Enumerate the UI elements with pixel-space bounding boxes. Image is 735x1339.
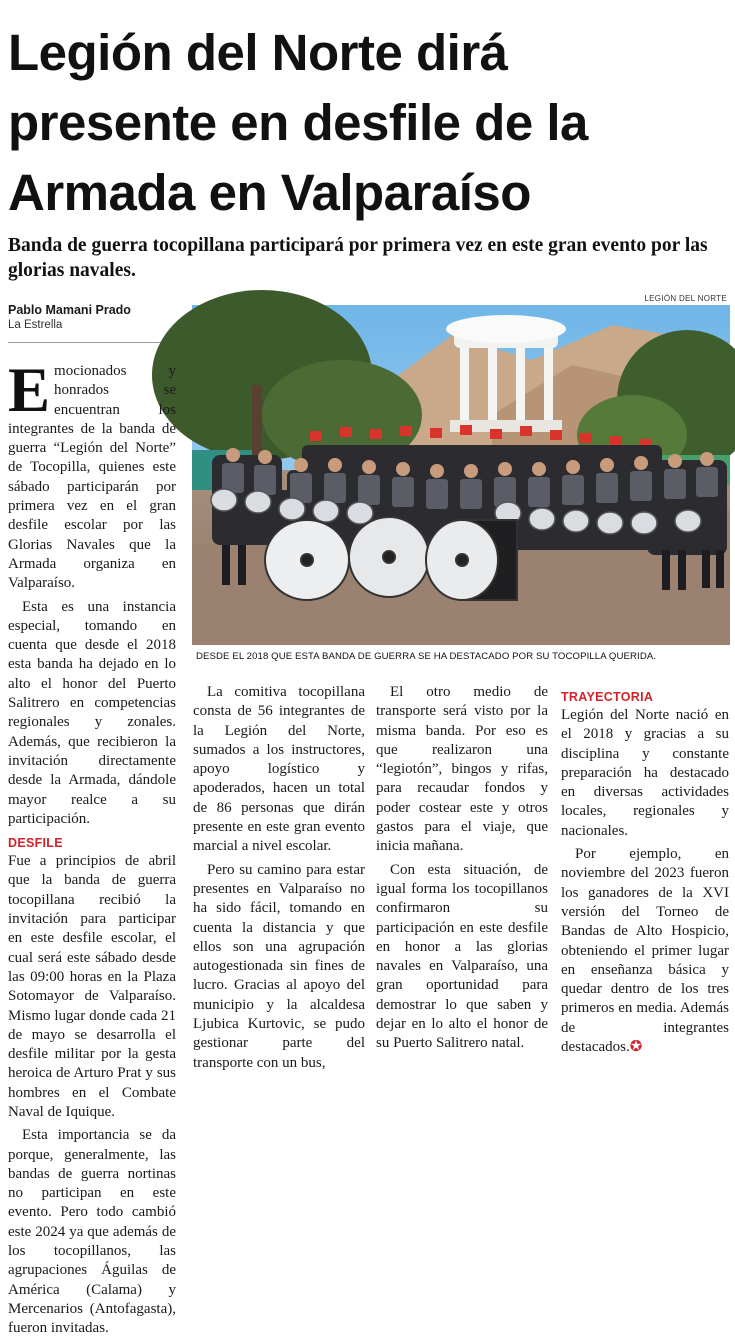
end-mark-icon: ✪ xyxy=(629,1039,643,1056)
headline xyxy=(8,18,728,228)
author-name: Pablo Mamani Prado xyxy=(8,303,131,317)
paragraph-9: Legión del Norte nació en el 2018 y gracias a su disciplina y constante preparación ha destacado en diversas actividades locales, regionales y nacionales. xyxy=(561,707,729,839)
section-heading-desfile: DESFILE xyxy=(8,836,63,851)
photo-caption: DESDE EL 2018 QUE ESTA BANDA DE GUERRA SE HA DESTACADO POR SU TOCOPILLA QUERIDA. xyxy=(196,651,657,662)
headline-line-2: presente en desfile de la xyxy=(8,94,588,151)
article-column-3 xyxy=(376,683,548,1061)
paragraph-6: Pero su camino para estar presentes en Valparaíso no ha sido fácil, tomando en cuenta la distancia y que ellos son una agrupación autogestionada sin fines de lucro. Gracias al apoyo del municipio y la alcaldesa Ljubica Kurtovic, se pudo gestionar parte del transporte con un bus, xyxy=(193,861,365,1071)
band-photo xyxy=(192,305,730,645)
paragraph-5: La comitiva tocopillana consta de 56 integrantes de la Legión del Norte, sumados a los instructores, apoyo logístico y apoderados, hacen un total de 86 personas que dirán presente en este gran evento marcial a nivel escolar. xyxy=(193,684,365,855)
band-photo-illustration xyxy=(192,305,730,645)
drop-cap: E xyxy=(8,355,51,425)
headline-line-1: Legión del Norte dirá xyxy=(8,24,508,81)
byline-divider xyxy=(8,342,176,343)
article-column-1 xyxy=(8,355,176,1337)
byline xyxy=(8,303,176,343)
paragraph-3: Fue a principios de abril que la banda de guerra tocopillana recibió la invitación para participar en este desfile escolar, el cual será este sábado desde las 09:00 horas en la Plaza Sotomayor de Valparaíso. Mismo lugar donde cada 21 de mayo se desarrolla el desfile militar por la gesta heroica de Arturo Prat y sus hombres en el Combate Naval de Iquique. xyxy=(8,853,176,1120)
paragraph-8: Con esta situación, de igual forma los tocopillanos confirmaron su participación en este desfile en honor a las glorias navales en Valparaíso, una gran oportunidad para demostrar lo que saben y dejar en lo alto el honor de su Puerto Salitrero natal. xyxy=(376,861,548,1052)
paragraph-4-start xyxy=(8,1126,176,1338)
subheadline: Banda de guerra tocopillana participará por primera vez en este gran evento por las glorias navales. xyxy=(8,235,708,281)
paragraph-10-text: Por ejemplo, en noviembre del 2023 fueron los ganadores de la XVI versión del Torneo de Bandas de Alto Hospicio, obteniendo el primer lugar en enseñanza básica y quedar dentro de los tres primeros en media. Además de integrantes destacados. xyxy=(561,846,729,1056)
paragraph-2: Esta es una instancia especial, tomando en cuenta que desde el 2018 esta banda ha dejado en lo alto el honor del Puerto Salitrero en competencias regionales y zonales. Además, que recibieron la invitación directamente desde la Armada, dándole mayor realce a su participación. xyxy=(8,598,176,827)
paragraph-10 xyxy=(561,845,729,1057)
paragraph-4-text: Esta importancia se da porque, generalmente, las bandas de guerra nortinas no participan en este evento. Pero todo cambió este 2024 ya que además de los tocopillanos, las agrupaciones Águilas de América (Calama) y Mercenarios (Antofagasta), fueron invitadas. xyxy=(8,1127,176,1337)
paragraph-7: El otro medio de transporte será visto por la misma banda. Por eso es que realizaron una “legiotón”, bingos y rifas, para recaudar fondos y poder costear este y otros gastos para el viaje, que inicia mañana. xyxy=(376,684,548,855)
outlet-name: La Estrella xyxy=(8,319,63,331)
article-column-2 xyxy=(193,683,365,1071)
photo-credit: LEGIÓN DEL NORTE xyxy=(644,294,727,303)
paragraph-1-text: mocionados y honrados se encuentran los integrantes de la banda de guerra “Legión del Norte” de Tocopilla, quienes este sábado participarán por primera vez en el gran desfile escolar por las Glorias Navales que la Armada organiza en Valparaíso. xyxy=(8,363,176,592)
article-column-4 xyxy=(561,683,729,1061)
headline-line-3: Armada en Valparaíso xyxy=(8,164,531,221)
section-heading-trayectoria: TRAYECTORIA xyxy=(561,690,654,704)
paragraph-1 xyxy=(8,355,176,594)
